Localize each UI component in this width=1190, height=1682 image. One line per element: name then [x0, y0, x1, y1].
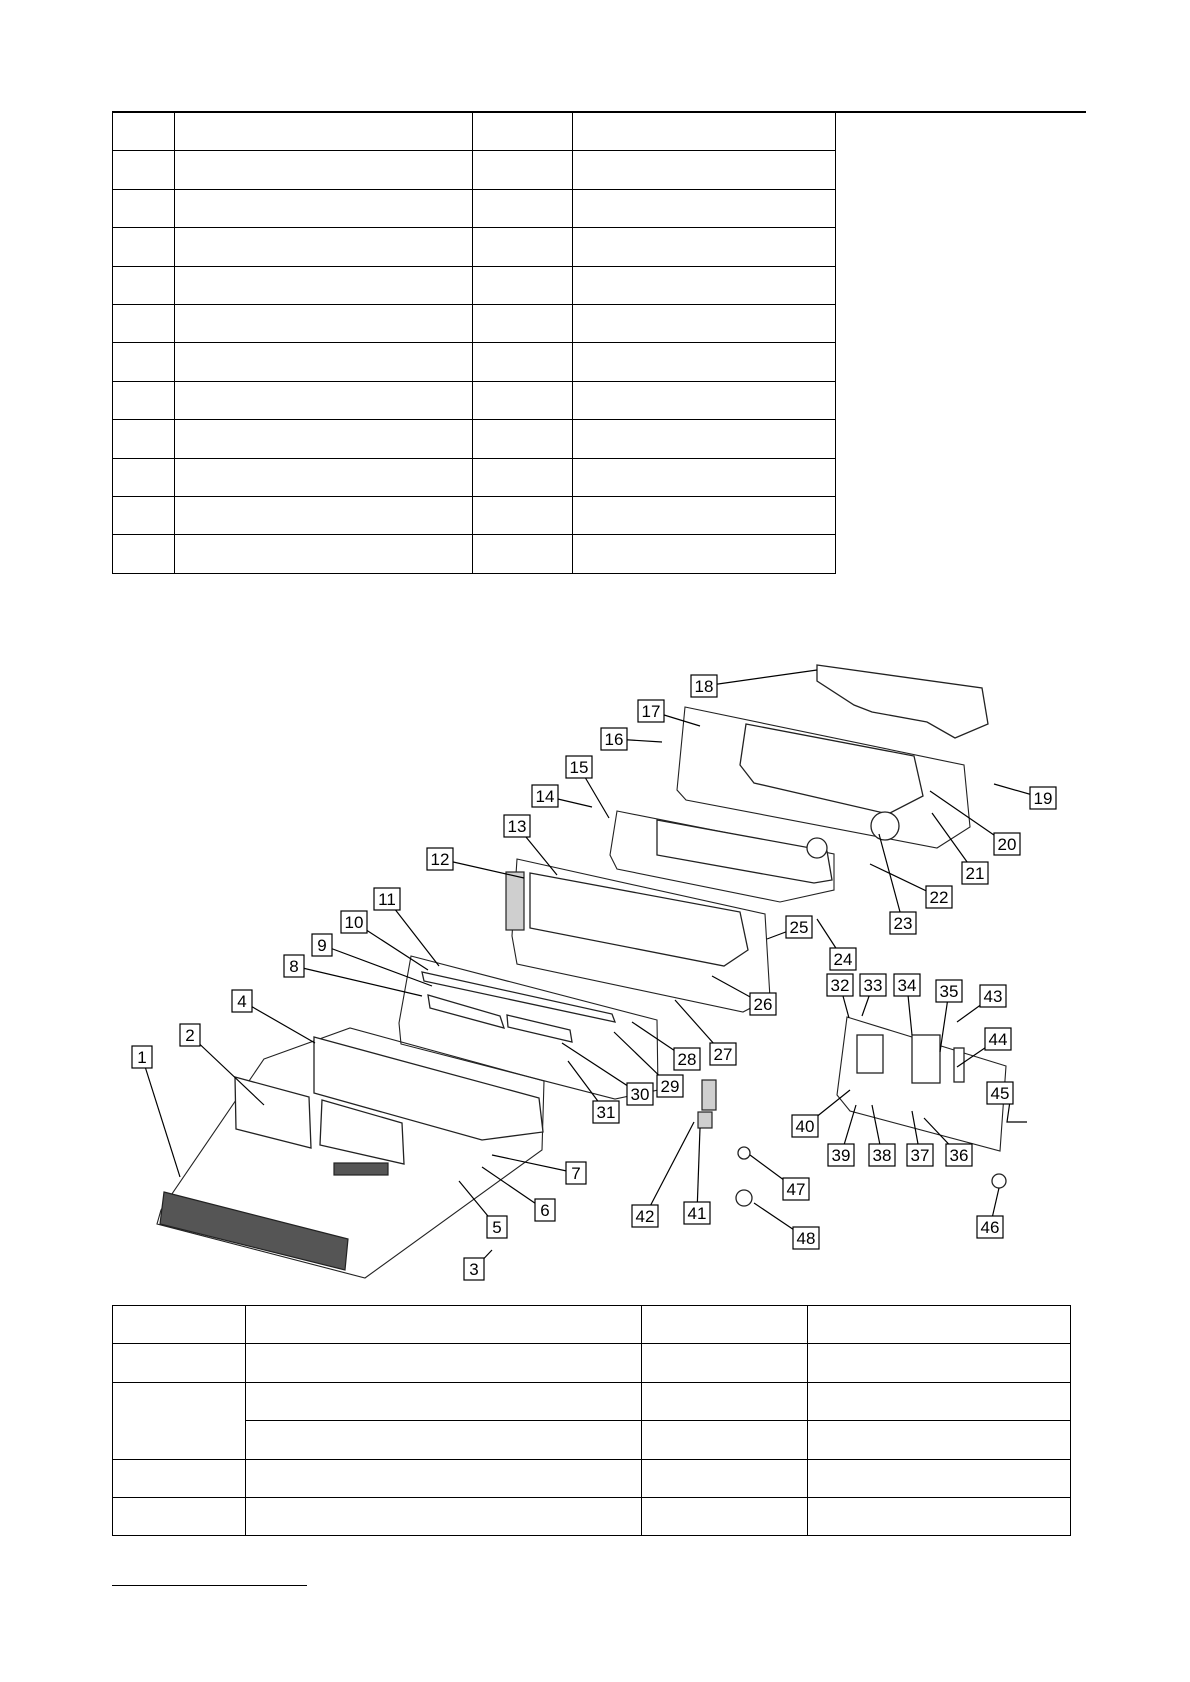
- callout-4: [232, 990, 252, 1012]
- remote-control: [702, 1080, 716, 1110]
- table-cell: [113, 1306, 246, 1344]
- table-row: [113, 228, 836, 266]
- callout-number: 7: [571, 1164, 581, 1183]
- table-cell: [473, 458, 573, 496]
- callout-number: 37: [910, 1146, 930, 1165]
- callout-number: 48: [796, 1229, 816, 1248]
- control-box: [912, 1035, 940, 1083]
- callout-number: 43: [983, 987, 1003, 1006]
- table-cell: [175, 535, 473, 573]
- callout-19: [1030, 787, 1056, 809]
- callout-number: 33: [863, 976, 883, 995]
- table-cell: [573, 458, 836, 496]
- callout-number: 14: [535, 787, 555, 806]
- table-cell: [473, 496, 573, 534]
- callout-9: [312, 934, 332, 956]
- callout-18: [691, 675, 717, 697]
- callout-number: 34: [897, 976, 917, 995]
- callout-40: [792, 1115, 818, 1137]
- callout-46: [977, 1216, 1003, 1238]
- table-cell: [642, 1344, 808, 1382]
- callout-number: 5: [492, 1218, 502, 1237]
- motor-housing: [857, 1035, 883, 1073]
- callout-number: 2: [185, 1026, 195, 1045]
- callout-47: [783, 1178, 809, 1200]
- table-cell: [473, 535, 573, 573]
- table-cell: [808, 1421, 1071, 1459]
- leader-line: [294, 966, 422, 996]
- callout-number: 4: [237, 992, 247, 1011]
- callout-21: [962, 862, 988, 884]
- table-cell: [175, 266, 473, 304]
- callout-number: 45: [990, 1084, 1010, 1103]
- callout-26: [750, 993, 776, 1015]
- callout-number: 46: [980, 1218, 1000, 1237]
- table-cell: [175, 113, 473, 151]
- callout-number: 39: [831, 1146, 851, 1165]
- table-cell: [573, 496, 836, 534]
- table-cell: [573, 228, 836, 266]
- callout-2: [180, 1024, 200, 1046]
- callout-number: 9: [317, 936, 327, 955]
- callout-number: 42: [635, 1207, 655, 1226]
- parts-table-bottom: [112, 1305, 1071, 1536]
- callout-number: 20: [997, 835, 1017, 854]
- table-cell: [175, 151, 473, 189]
- table-row: [113, 1459, 1071, 1497]
- callout-number: 16: [604, 730, 624, 749]
- table-cell: [113, 304, 175, 342]
- table-cell: [246, 1421, 642, 1459]
- callout-29: [657, 1075, 683, 1097]
- table-cell: [808, 1459, 1071, 1497]
- callout-30: [627, 1083, 653, 1105]
- table-row: [113, 189, 836, 227]
- callout-number: 3: [469, 1260, 479, 1279]
- callout-number: 23: [893, 914, 913, 933]
- table-cell: [175, 458, 473, 496]
- seal-ring: [992, 1174, 1006, 1188]
- callout-number: 18: [694, 677, 714, 696]
- callout-number: 11: [378, 890, 396, 909]
- table-cell: [573, 151, 836, 189]
- table-cell: [573, 304, 836, 342]
- nut-small: [738, 1147, 750, 1159]
- table-cell: [113, 151, 175, 189]
- callout-number: 10: [344, 913, 364, 932]
- leader-line: [704, 670, 817, 686]
- callout-number: 31: [596, 1103, 616, 1122]
- table-cell: [808, 1306, 1071, 1344]
- callout-27: [710, 1043, 736, 1065]
- table-cell: [473, 381, 573, 419]
- evaporator: [530, 873, 748, 966]
- horizontal-louver-rod: [422, 972, 615, 1022]
- callout-16: [601, 728, 627, 750]
- table-cell: [642, 1459, 808, 1497]
- table-cell: [113, 189, 175, 227]
- callout-15: [566, 756, 592, 778]
- table-cell: [113, 1497, 246, 1535]
- callout-17: [638, 700, 664, 722]
- leader-line: [697, 1128, 700, 1213]
- leader-line: [242, 1001, 315, 1043]
- callout-number: 36: [949, 1146, 969, 1165]
- table-row: [113, 496, 836, 534]
- table-cell: [473, 189, 573, 227]
- table-cell: [473, 304, 573, 342]
- table-cell: [573, 535, 836, 573]
- leader-line: [190, 1035, 264, 1105]
- table-row: [113, 1344, 1071, 1382]
- callout-number: 44: [988, 1030, 1008, 1049]
- callout-number: 26: [753, 995, 773, 1014]
- callout-28: [674, 1048, 700, 1070]
- table-cell: [473, 266, 573, 304]
- table-cell: [573, 113, 836, 151]
- callout-6: [535, 1199, 555, 1221]
- table-row: [113, 343, 836, 381]
- remote-holder: [698, 1112, 712, 1128]
- callout-23: [890, 912, 916, 934]
- callout-number: 30: [630, 1085, 650, 1104]
- table-row: [113, 535, 836, 573]
- table-cell: [113, 228, 175, 266]
- front-grille: [160, 1192, 348, 1270]
- callout-number: 25: [789, 918, 809, 937]
- side-bracket: [506, 872, 524, 930]
- callout-number: 38: [872, 1146, 892, 1165]
- callout-25: [786, 916, 812, 938]
- callout-44: [985, 1028, 1011, 1050]
- table-cell: [113, 381, 175, 419]
- callout-number: 12: [430, 850, 450, 869]
- callout-number: 24: [833, 950, 853, 969]
- callout-39: [828, 1144, 854, 1166]
- table-cell: [113, 113, 175, 151]
- callout-12: [427, 848, 453, 870]
- callout-14: [532, 785, 558, 807]
- table-cell: [113, 1459, 246, 1497]
- table-row: [113, 420, 836, 458]
- vertical-louver-set-right: [507, 1015, 572, 1042]
- parts-table-top: [112, 112, 836, 574]
- table-cell: [573, 343, 836, 381]
- leader-line: [142, 1057, 180, 1177]
- callout-13: [504, 815, 530, 837]
- callout-number: 13: [507, 817, 527, 836]
- table-cell: [175, 304, 473, 342]
- callout-41: [684, 1202, 710, 1224]
- table-cell: [113, 1344, 246, 1382]
- table-row: [113, 266, 836, 304]
- callout-3: [464, 1258, 484, 1280]
- table-cell: [573, 420, 836, 458]
- table-row: [113, 1421, 1071, 1459]
- callout-5: [487, 1216, 507, 1238]
- callout-33: [860, 974, 886, 996]
- nut-large: [736, 1190, 752, 1206]
- table-cell: [175, 420, 473, 458]
- table-cell: [175, 228, 473, 266]
- table-cell: [642, 1306, 808, 1344]
- callout-32: [827, 974, 853, 996]
- callout-number: 32: [830, 976, 850, 995]
- table-cell: [473, 228, 573, 266]
- table-cell: [113, 458, 175, 496]
- table-cell: [175, 381, 473, 419]
- table-cell: [573, 266, 836, 304]
- callout-number: 21: [965, 864, 985, 883]
- table-cell: [113, 266, 175, 304]
- table-cell: [573, 189, 836, 227]
- callout-1: [132, 1046, 152, 1068]
- table-cell: [808, 1497, 1071, 1535]
- callout-number: 22: [929, 888, 949, 907]
- callout-number: 47: [786, 1180, 806, 1199]
- table-row: [113, 381, 836, 419]
- callout-labels: [132, 675, 1056, 1280]
- exploded-parts-diagram: [112, 650, 1092, 1290]
- callout-10: [341, 911, 367, 933]
- table-row: [113, 304, 836, 342]
- table-cell: [113, 420, 175, 458]
- leader-line: [492, 1155, 576, 1173]
- table-cell: [113, 535, 175, 573]
- table-cell: [246, 1344, 642, 1382]
- display-board: [334, 1163, 388, 1175]
- callout-number: 27: [713, 1045, 733, 1064]
- callout-36: [946, 1144, 972, 1166]
- callout-number: 29: [660, 1077, 680, 1096]
- table-cell: [246, 1382, 642, 1420]
- callout-43: [980, 985, 1006, 1007]
- leader-line: [322, 945, 432, 986]
- callout-11: [374, 888, 400, 910]
- fan-motor: [871, 812, 899, 840]
- callout-38: [869, 1144, 895, 1166]
- callout-number: 17: [641, 702, 661, 721]
- callout-number: 35: [939, 982, 959, 1001]
- callout-31: [593, 1101, 619, 1123]
- callout-number: 6: [540, 1201, 550, 1220]
- table-cell: [113, 1382, 246, 1459]
- table-cell: [246, 1306, 642, 1344]
- callout-22: [926, 886, 952, 908]
- table-cell: [473, 420, 573, 458]
- callout-number: 15: [569, 758, 589, 777]
- cross-flow-fan: [657, 820, 832, 883]
- callout-7: [566, 1162, 586, 1184]
- table-cell: [175, 189, 473, 227]
- table-cell: [642, 1497, 808, 1535]
- callout-48: [793, 1227, 819, 1249]
- table-row: [113, 1306, 1071, 1344]
- footnote-rule: [112, 1585, 307, 1586]
- callout-35: [936, 980, 962, 1002]
- table-cell: [808, 1382, 1071, 1420]
- callout-20: [994, 833, 1020, 855]
- table-cell: [246, 1459, 642, 1497]
- table-row: [113, 151, 836, 189]
- table-row: [113, 1497, 1071, 1535]
- callout-number: 19: [1033, 789, 1053, 808]
- table-cell: [473, 343, 573, 381]
- callout-number: 41: [687, 1204, 707, 1223]
- table-cell: [473, 151, 573, 189]
- callout-8: [284, 955, 304, 977]
- callout-45: [987, 1082, 1013, 1104]
- callout-42: [632, 1205, 658, 1227]
- table-cell: [113, 496, 175, 534]
- table-cell: [642, 1382, 808, 1420]
- table-cell: [175, 343, 473, 381]
- bearing: [807, 838, 827, 858]
- callout-37: [907, 1144, 933, 1166]
- callout-number: 1: [137, 1048, 147, 1067]
- table-row: [113, 1382, 1071, 1420]
- vertical-louver-set-left: [428, 995, 504, 1028]
- table-row: [113, 458, 836, 496]
- table-cell: [808, 1344, 1071, 1382]
- table-cell: [113, 343, 175, 381]
- callout-34: [894, 974, 920, 996]
- callout-24: [830, 948, 856, 970]
- table-cell: [246, 1497, 642, 1535]
- table-row: [113, 113, 836, 151]
- mounting-plate: [817, 665, 988, 738]
- table-cell: [175, 496, 473, 534]
- callout-number: 8: [289, 957, 299, 976]
- table-cell: [573, 381, 836, 419]
- table-cell: [473, 113, 573, 151]
- callout-number: 40: [795, 1117, 815, 1136]
- callout-number: 28: [677, 1050, 697, 1069]
- table-cell: [642, 1421, 808, 1459]
